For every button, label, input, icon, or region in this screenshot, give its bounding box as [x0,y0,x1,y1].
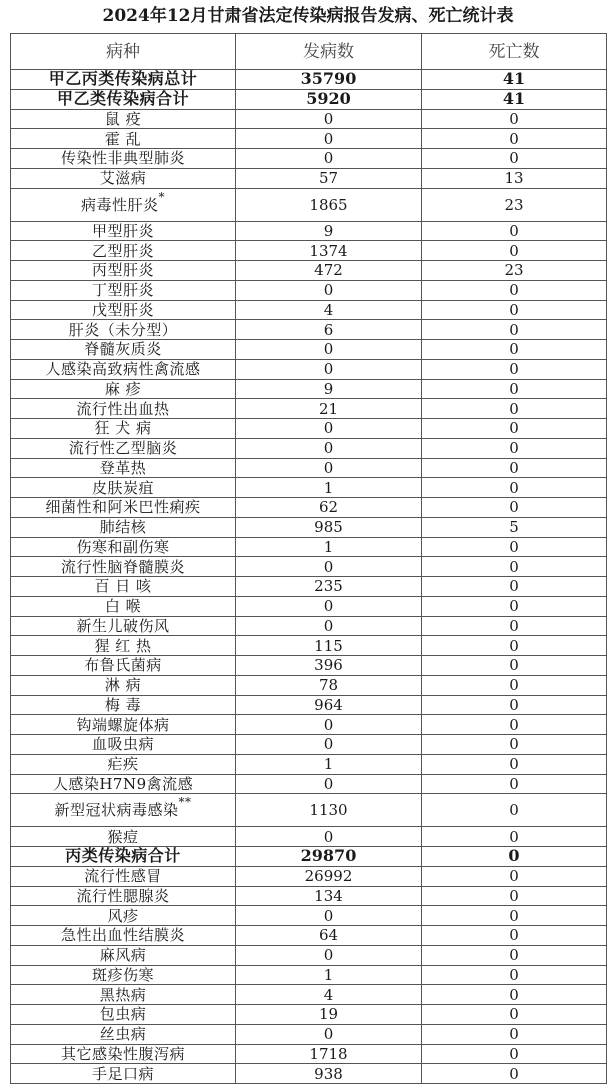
cases-cell: 6 [236,320,422,340]
deaths-cell: 0 [422,241,607,261]
cases-cell: 4 [236,985,422,1005]
deaths-cell: 0 [422,596,607,616]
cases-cell: 0 [236,616,422,636]
cases-cell: 1 [236,965,422,985]
disease-name: 传染性非典型肺炎 [60,149,185,168]
disease-name-cell [11,149,236,169]
disease-name-cell [11,1005,236,1025]
cases-cell: 0 [236,458,422,478]
disease-name-cell [11,886,236,906]
cases-cell: 57 [236,168,422,188]
cases-cell: 0 [236,596,422,616]
disease-name-cell [11,965,236,985]
deaths-cell: 0 [422,221,607,241]
disease-name: 肝炎（未分型） [68,320,178,339]
deaths-cell: 41 [422,89,607,109]
cases-cell: 62 [236,498,422,518]
cases-cell: 0 [236,557,422,577]
disease-name: 梅 毒 [104,695,142,714]
cases-cell: 35790 [236,70,422,90]
footnote-marker: ** [178,795,192,810]
header-disease: 病种 [11,34,236,70]
disease-name: 脊髓灰质炎 [84,340,162,359]
cases-cell: 19 [236,1005,422,1025]
disease-name: 流行性脑脊髓膜炎 [60,557,185,576]
disease-name-cell [11,735,236,755]
deaths-cell: 0 [422,735,607,755]
cases-cell: 134 [236,886,422,906]
deaths-cell: 0 [422,109,607,129]
disease-name-cell [11,458,236,478]
deaths-cell: 41 [422,70,607,90]
deaths-cell: 0 [422,926,607,946]
disease-name: 流行性腮腺炎 [76,886,170,905]
disease-name-cell [11,557,236,577]
deaths-cell: 0 [422,149,607,169]
cases-cell: 9 [236,221,422,241]
disease-name-cell [11,985,236,1005]
table-row [11,498,607,518]
disease-name: 狂 犬 病 [94,419,152,438]
disease-name: 流行性乙型脑炎 [68,439,178,458]
cases-cell: 0 [236,438,422,458]
cases-cell: 1374 [236,241,422,261]
table-row [11,221,607,241]
table-row [11,129,607,149]
disease-name-cell [11,1044,236,1064]
deaths-cell: 0 [422,754,607,774]
disease-name-cell [11,70,236,90]
disease-name-cell [11,359,236,379]
cases-cell: 0 [236,1024,422,1044]
disease-name-cell [11,438,236,458]
disease-name: 手足口病 [91,1064,154,1083]
cases-cell: 26992 [236,866,422,886]
table-row [11,300,607,320]
table-row [11,926,607,946]
deaths-cell: 0 [422,280,607,300]
cases-cell: 0 [236,945,422,965]
disease-name: 霍 乱 [104,129,142,148]
cases-cell: 1 [236,537,422,557]
table-row [11,438,607,458]
cases-cell: 0 [236,280,422,300]
deaths-cell: 0 [422,675,607,695]
disease-name-cell [11,636,236,656]
cases-cell: 1718 [236,1044,422,1064]
deaths-cell: 0 [422,300,607,320]
disease-name-cell [11,906,236,926]
deaths-cell: 13 [422,168,607,188]
table-row [11,965,607,985]
table-row [11,827,607,847]
deaths-cell: 0 [422,1005,607,1025]
disease-name: 丝虫病 [99,1025,147,1044]
deaths-cell: 23 [422,261,607,281]
table-row [11,866,607,886]
cases-cell: 0 [236,735,422,755]
disease-name-cell [11,129,236,149]
disease-name-cell [11,188,236,221]
cases-cell: 115 [236,636,422,656]
cases-cell: 78 [236,675,422,695]
cases-cell: 0 [236,827,422,847]
deaths-cell: 0 [422,827,607,847]
disease-name: 急性出血性结膜炎 [60,926,185,945]
table-row [11,517,607,537]
table-row [11,261,607,281]
table-row [11,774,607,794]
cases-cell: 9 [236,379,422,399]
disease-name-cell [11,616,236,636]
deaths-cell: 5 [422,517,607,537]
cases-cell: 938 [236,1064,422,1084]
deaths-cell: 0 [422,557,607,577]
cases-cell: 985 [236,517,422,537]
header-cases: 发病数 [236,34,422,70]
table-row [11,280,607,300]
disease-name-cell [11,656,236,676]
table-row [11,70,607,90]
disease-name-cell [11,596,236,616]
cases-cell: 29870 [236,847,422,867]
table-row [11,985,607,1005]
disease-name: 戊型肝炎 [91,300,154,319]
cases-cell: 0 [236,419,422,439]
disease-name: 伤寒和副伤寒 [76,537,170,556]
disease-name-cell [11,379,236,399]
disease-name-cell [11,715,236,735]
cases-cell: 1130 [236,794,422,827]
cases-cell: 0 [236,359,422,379]
cases-cell: 0 [236,129,422,149]
disease-name-cell [11,399,236,419]
table-row [11,1044,607,1064]
disease-name-cell [11,340,236,360]
cases-cell: 0 [236,149,422,169]
cases-cell: 5920 [236,89,422,109]
cases-cell: 64 [236,926,422,946]
disease-name: 丙型肝炎 [91,261,154,280]
deaths-cell: 0 [422,695,607,715]
disease-name: 乙型肝炎 [91,241,154,260]
cases-cell: 0 [236,109,422,129]
disease-name-cell [11,168,236,188]
disease-name-cell [11,517,236,537]
disease-name: 白 喉 [104,597,142,616]
table-row [11,616,607,636]
table-row [11,1064,607,1084]
deaths-cell: 0 [422,359,607,379]
disease-name-cell [11,675,236,695]
disease-name-cell [11,695,236,715]
deaths-cell: 0 [422,577,607,597]
disease-name: 肺结核 [99,518,147,537]
disease-name: 鼠 疫 [104,109,142,128]
disease-name: 流行性感冒 [84,867,162,886]
cases-cell: 0 [236,340,422,360]
deaths-cell: 23 [422,188,607,221]
disease-name: 病毒性肝炎 [80,195,159,214]
disease-statistics-table [10,33,607,1084]
disease-name-cell [11,300,236,320]
table-row [11,636,607,656]
cases-cell: 1865 [236,188,422,221]
table-row [11,847,607,867]
footnote-marker: * [158,189,165,204]
table-row [11,754,607,774]
table-row [11,188,607,221]
table-row [11,886,607,906]
disease-name-cell [11,280,236,300]
deaths-cell: 0 [422,774,607,794]
table-row [11,906,607,926]
table-row [11,478,607,498]
disease-name: 其它感染性腹泻病 [60,1044,185,1063]
deaths-cell: 0 [422,419,607,439]
deaths-cell: 0 [422,866,607,886]
table-row [11,557,607,577]
disease-name: 钩端螺旋体病 [76,715,170,734]
cases-cell: 21 [236,399,422,419]
disease-name: 皮肤炭疽 [91,478,154,497]
cases-cell: 0 [236,906,422,926]
header-deaths: 死亡数 [422,34,607,70]
cases-cell: 0 [236,774,422,794]
table-row [11,458,607,478]
table-header-row [11,34,607,70]
deaths-cell: 0 [422,794,607,827]
disease-name: 疟疾 [107,755,139,774]
table-row [11,945,607,965]
disease-name-cell [11,320,236,340]
disease-name: 登革热 [99,458,147,477]
cases-cell: 1 [236,478,422,498]
cases-cell: 4 [236,300,422,320]
deaths-cell: 0 [422,616,607,636]
table-row [11,149,607,169]
disease-name-cell [11,241,236,261]
deaths-cell: 0 [422,715,607,735]
disease-name: 包虫病 [99,1005,147,1024]
disease-name: 麻风病 [99,946,147,965]
deaths-cell: 0 [422,1024,607,1044]
table-row [11,577,607,597]
deaths-cell: 0 [422,478,607,498]
disease-name-cell [11,89,236,109]
disease-name: 淋 病 [104,676,142,695]
disease-name: 人感染H7N9禽流感 [52,774,194,793]
disease-name: 甲乙类传染病合计 [56,89,189,109]
deaths-cell: 0 [422,945,607,965]
disease-name-cell [11,221,236,241]
deaths-cell: 0 [422,1044,607,1064]
table-row [11,537,607,557]
deaths-cell: 0 [422,320,607,340]
disease-name-cell [11,261,236,281]
table-row [11,379,607,399]
table-row [11,715,607,735]
disease-name: 新型冠状病毒感染 [54,801,179,820]
table-row [11,320,607,340]
disease-name: 细菌性和阿米巴性痢疾 [45,498,201,517]
disease-name-cell [11,945,236,965]
disease-name: 百 日 咳 [94,577,152,596]
deaths-cell: 0 [422,1064,607,1084]
disease-name: 流行性出血热 [76,399,170,418]
disease-name-cell [11,577,236,597]
table-row [11,109,607,129]
deaths-cell: 0 [422,340,607,360]
table-row [11,695,607,715]
disease-name-cell [11,866,236,886]
deaths-cell: 0 [422,965,607,985]
disease-name: 丙类传染病合计 [65,846,181,866]
disease-name: 猴痘 [107,827,139,846]
deaths-cell: 0 [422,537,607,557]
disease-name: 风疹 [107,906,139,925]
disease-name-cell [11,537,236,557]
disease-name-cell [11,1064,236,1084]
disease-name: 麻 疹 [104,379,142,398]
disease-name: 斑疹伤寒 [91,965,154,984]
cases-cell: 235 [236,577,422,597]
deaths-cell: 0 [422,438,607,458]
table-row [11,89,607,109]
disease-name-cell [11,478,236,498]
disease-name-cell [11,847,236,867]
table-row [11,1024,607,1044]
disease-name-cell [11,109,236,129]
table-row [11,419,607,439]
disease-name-cell [11,774,236,794]
disease-name: 丁型肝炎 [91,281,154,300]
table-row [11,735,607,755]
deaths-cell: 0 [422,458,607,478]
table-row [11,675,607,695]
disease-name-cell [11,1024,236,1044]
report-title: 2024年12月甘肃省法定传染病报告发病、死亡统计表 [102,6,514,26]
disease-name: 甲乙丙类传染病总计 [48,69,198,89]
table-row [11,794,607,827]
table-row [11,399,607,419]
table-body [11,70,607,1084]
deaths-cell: 0 [422,636,607,656]
deaths-cell: 0 [422,129,607,149]
table-row [11,359,607,379]
deaths-cell: 0 [422,498,607,518]
disease-name-cell [11,498,236,518]
table-row [11,340,607,360]
cases-cell: 396 [236,656,422,676]
disease-name-cell [11,794,236,827]
disease-name: 血吸虫病 [91,735,154,754]
table-row [11,241,607,261]
cases-cell: 964 [236,695,422,715]
disease-name: 新生儿破伤风 [76,616,170,635]
deaths-cell: 0 [422,847,607,867]
disease-name: 人感染高致病性禽流感 [45,360,201,379]
disease-name-cell [11,926,236,946]
disease-name-cell [11,754,236,774]
deaths-cell: 0 [422,399,607,419]
table-row [11,596,607,616]
disease-name-cell [11,827,236,847]
cases-cell: 0 [236,715,422,735]
disease-name-cell [11,419,236,439]
table-row [11,656,607,676]
table-row [11,168,607,188]
cases-cell: 472 [236,261,422,281]
table-row [11,1005,607,1025]
deaths-cell: 0 [422,379,607,399]
deaths-cell: 0 [422,906,607,926]
deaths-cell: 0 [422,656,607,676]
disease-name: 黑热病 [99,985,147,1004]
disease-name: 艾滋病 [99,169,147,188]
deaths-cell: 0 [422,985,607,1005]
deaths-cell: 0 [422,886,607,906]
disease-name: 甲型肝炎 [91,221,154,240]
disease-name: 布鲁氏菌病 [84,656,162,675]
cases-cell: 1 [236,754,422,774]
disease-name: 猩 红 热 [94,636,152,655]
